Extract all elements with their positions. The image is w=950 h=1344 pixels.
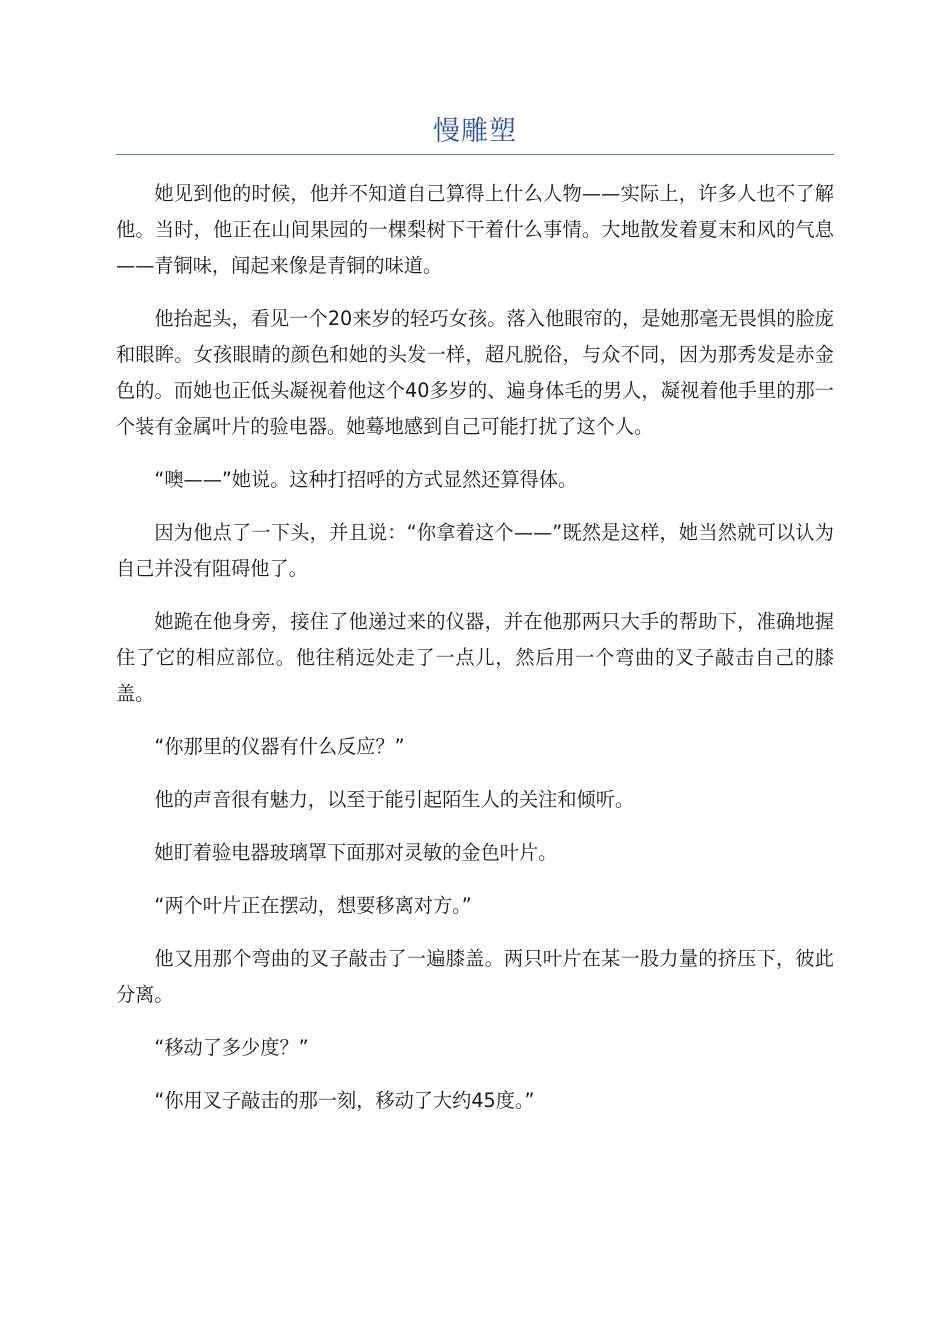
paragraph: 他的声音很有魅力，以至于能引起陌生人的关注和倾听。: [154, 788, 635, 811]
title-underline-divider: [116, 154, 834, 155]
paragraph: “两个叶片正在摆动，想要移离对方。”: [154, 894, 472, 917]
document-title: 慢雕塑: [433, 116, 517, 147]
paragraph: 她盯着验电器玻璃罩下面那对灵敏的金色叶片。: [154, 841, 558, 864]
paragraph: “你用叉子敲击的那一刻，移动了大约45度。”: [154, 1089, 535, 1112]
paragraph: “移动了多少度？”: [154, 1036, 309, 1059]
paragraph: “噢——”她说。这种打招呼的方式显然还算得体。: [154, 468, 578, 491]
paragraph: 他抬起头，看见一个20来岁的轻巧女孩。落入他眼帘的，是她那毫无畏惧的脸庞和眼眸。女孩眼睛的颜色和她的头发一样，超凡脱俗，与众不同，因为那秀发是赤金色的。而她也正低头凝视着他这个40多岁的、遍身体毛的男人，凝视着他手里的那一个装有金属叶片的验电器。她蓦地感到自己可能打扰了这个人。: [116, 307, 834, 438]
paragraph: 她跪在他身旁，接住了他递过来的仪器，并在他那两只大手的帮助下，准确地握住了它的相应部位。他往稍远处走了一点儿，然后用一个弯曲的叉子敲击自己的膝盖。: [116, 610, 834, 705]
document-body: [116, 176, 834, 1136]
paragraph: “你那里的仪器有什么反应？”: [154, 735, 405, 758]
paragraph: 他又用那个弯曲的叉子敲击了一遍膝盖。两只叶片在某一股力量的挤压下，彼此分离。: [116, 947, 834, 1006]
paragraph: 她见到他的时候，他并不知道自己算得上什么人物——实际上，许多人也不了解他。当时，他正在山间果园的一棵梨树下干着什么事情。大地散发着夏末和风的气息——青铜味，闻起来像是青铜的味道。: [116, 182, 834, 277]
paragraph: 因为他点了一下头，并且说：“你拿着这个——”既然是这样，她当然就可以认为自己并没有阻碍他了。: [116, 521, 834, 580]
